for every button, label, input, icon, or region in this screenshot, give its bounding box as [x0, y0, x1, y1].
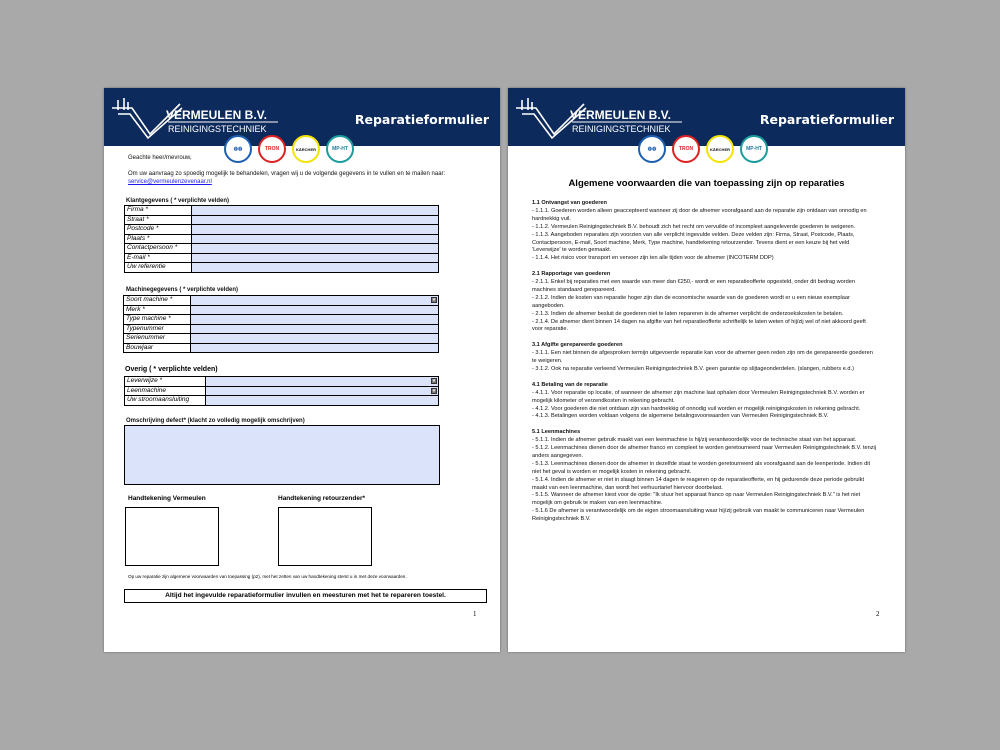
terms-item: - 5.1.5. Wanneer de afnemer kiest voor de optie: "Ik stuur het apparaat franco op naar Vermeulen Reinigingstechniek B.V." is het niet mogelijk om gebruik te maken van een leenmachine.: [532, 492, 861, 507]
field-label: Bouwjaar: [124, 343, 191, 353]
form-row: [125, 244, 439, 254]
form-row: [125, 263, 439, 273]
terms-item: - 5.1.1. Indien de afnemer gebruik maakt van een leenmachine is hij/zij verantwoordelijk voor de technische staat van het apparaat.: [532, 437, 857, 444]
dropdown-arrow-icon[interactable]: ▾: [432, 297, 436, 303]
vermeulen-logo: [514, 96, 694, 140]
terms-section: [532, 429, 877, 524]
form-row: [124, 334, 439, 344]
greeting: Geachte heer/mevrouw,: [128, 155, 192, 161]
field-input[interactable]: [191, 324, 439, 334]
form-row: [125, 215, 439, 225]
page-number: 1: [473, 610, 477, 618]
form-row: [124, 324, 439, 334]
brand-logo-icon: ◍◍: [638, 135, 666, 163]
dropdown-arrow-icon[interactable]: ▾: [432, 387, 436, 394]
field-label: Serienummer: [124, 334, 191, 344]
section-heading: 5.1 Leenmachines: [532, 429, 581, 436]
field-input[interactable]: [192, 225, 439, 235]
sign-retourzender-box[interactable]: [278, 507, 372, 566]
section-heading: 3.1 Afgifte gerepareerde goederen: [532, 342, 623, 349]
field-input[interactable]: [206, 386, 439, 396]
brand-logo-mpht: MP-HT: [326, 135, 354, 163]
field-input[interactable]: [192, 215, 439, 225]
field-input[interactable]: [192, 263, 439, 273]
field-input[interactable]: [192, 206, 439, 216]
terms-item: - 5.1.4. Indien de afnemer er niet in slaagt binnen 14 dagen te reageren op de reparatieofferte, en hij gedurende deze periode gebruikt maakt van een leenmachine, dan wordt het verhuurtarief hiervoor doorbelast.: [532, 476, 865, 491]
form-row: [124, 296, 439, 306]
vermeulen-logo: [110, 96, 290, 140]
form-row: [125, 396, 439, 406]
form-row: [124, 343, 439, 353]
brand-logo-tron: TRON: [258, 135, 286, 163]
brand-logos: [638, 135, 768, 163]
field-label: Plaats *: [125, 234, 192, 244]
field-label: Leenmachine: [125, 386, 206, 396]
field-label: Merk *: [124, 305, 191, 315]
defect-textarea[interactable]: [124, 425, 440, 485]
field-label: Uw stroomaansluiting: [125, 396, 206, 406]
brand-logo-karcher: KÄRCHER: [292, 135, 320, 163]
terms-item: - 2.1.1. Enkel bij reparaties met een waarde van meer dan €250,- wordt er een reparatieofferte opgesteld, onder dit bedrag worden machines standaard gerepareerd.: [532, 279, 855, 293]
section-heading: 4.1 Betaling van de reparatie: [532, 381, 608, 388]
field-label: Soort machine *: [124, 296, 191, 306]
sign-vermeulen-label: Handtekening Vermeulen: [128, 495, 206, 502]
terms-section: [532, 382, 877, 422]
intro-text: Om uw aanvraag zo spoedig mogelijk te behandelen, vragen wij u de volgende gegevens in te vullen en te mailen naar:: [128, 171, 446, 177]
form-row: [124, 315, 439, 325]
overig-heading: Overig ( * verplichte velden): [125, 366, 218, 373]
terms-item: - 2.1.3. Indien de afnemer besluit de goederen niet te laten repareren is de afnemer verplicht de onderzoekskosten te betalen.: [532, 310, 844, 317]
field-label: Straat *: [125, 215, 192, 225]
terms-item: - 2.1.4. De afnemer dient binnen 14 dagen na afgifte van het reparatieofferte schriftelijk te laten weten of hij/zij wel of niet akkoord geeft voor reparatie.: [532, 318, 866, 333]
brand-logo-tron: TRON: [672, 135, 700, 163]
svg-text:REINIGINGSTECHNIEK: REINIGINGSTECHNIEK: [572, 124, 671, 134]
terms-section: [532, 200, 877, 263]
form-row: [125, 206, 439, 216]
field-label: Postcode *: [125, 225, 192, 235]
brand-logo-mpht: MP-HT: [740, 135, 768, 163]
field-label: Leverwijze *: [125, 377, 206, 387]
terms-item: - 1.1.2. Vermeulen Reinigingstechniek B.V. behoudt zich het recht om vervuilde of incompleet aangeleverde goederen te weigeren.: [532, 223, 856, 230]
form-row: [125, 234, 439, 244]
field-input[interactable]: [191, 334, 439, 344]
klant-table: [124, 205, 439, 273]
field-input[interactable]: [206, 396, 439, 406]
terms-item: - 2.1.2. Indien de kosten van reparatie hoger zijn dan de economische waarde van de goederen wordt er u een nieuw exemplaar aangeboden.: [532, 294, 850, 309]
service-email-link[interactable]: service@vermeulenzevenaar.nl: [128, 179, 212, 185]
form-title: Reparatieformulier: [354, 112, 489, 127]
brand-logos: [224, 135, 354, 163]
dropdown-arrow-icon[interactable]: ▾: [432, 378, 436, 384]
field-input[interactable]: [191, 315, 439, 325]
brand-logo-icon: ◍◍: [224, 135, 252, 163]
form-row: [125, 253, 439, 263]
field-label: Type machine *: [124, 315, 191, 325]
terms-item: - 4.1.3. Betalingen worden voldaan volgens de algemene betalingsvoorwaarden van Vermeulen Reinigingstechniek B.V.: [532, 413, 829, 420]
page-number: 2: [876, 610, 880, 618]
field-label: Firma *: [125, 206, 192, 216]
form-row: [125, 225, 439, 235]
terms-section: [532, 342, 877, 374]
page-1: [104, 88, 500, 652]
field-input[interactable]: [191, 343, 439, 353]
svg-text:REINIGINGSTECHNIEK: REINIGINGSTECHNIEK: [168, 124, 267, 134]
form-row: [125, 386, 439, 396]
overig-table: [124, 376, 439, 406]
svg-text:VERMEULEN B.V.: VERMEULEN B.V.: [570, 108, 671, 122]
terms-title: Algemene voorwaarden die van toepassing zijn op reparaties: [568, 178, 845, 189]
terms-item: - 4.1.2. Voor goederen die niet ontdaan zijn van hardnekkig of onnodig vuil worden er mogelijk reinigingskosten in rekening gebracht.: [532, 405, 861, 412]
terms-item: - 5.1.2. Leenmachines dienen door de afnemer franco en compleet te worden geretourneerd naar Vermeulen Reinigingstechniek B.V. tenzij anders aangegeven.: [532, 445, 877, 459]
terms-item: - 1.1.3. Aangeboden reparaties zijn voorzien van alle verplicht ingevulde velden. Deze velden zijn: Firma, Straat, Postcode, Plaats, Contactpersoon, E-mail, Soort machine, Merk, Type machine, handtekening retourzender. Tevens dient er een keuze bij het veld 'Leverwijze' te worden gemaakt.: [532, 231, 855, 254]
field-input[interactable]: [192, 234, 439, 244]
field-input[interactable]: [191, 305, 439, 315]
field-input[interactable]: [192, 244, 439, 254]
page-2: [508, 88, 905, 652]
field-label: Uw referentie: [125, 263, 192, 273]
disclaimer: Op uw reparatie zijn algemene voorwaarden van toepassing (p2), met het zetten van uw handtekening stemt u in met deze voorwaarden.: [128, 574, 407, 579]
terms-section: [532, 271, 877, 334]
defect-heading: Omschrijving defect* (klacht zo volledig mogelijk omschrijven): [126, 418, 305, 424]
field-input[interactable]: [192, 253, 439, 263]
machine-heading: Machinegegevens ( * verplichte velden): [126, 287, 239, 293]
sign-vermeulen-box[interactable]: [125, 507, 219, 566]
sign-retourzender-label: Handtekening retourzender*: [278, 495, 366, 502]
terms-item: - 1.1.4. Het risico voor transport en vervoer zijn ten alle tijden voor de afnemer (INCOTERM DDP): [532, 255, 774, 262]
terms-item: - 1.1.1. Goederen worden alleen geaccepteerd wanneer zij door de afnemer voorafgaand aan de reparatie zijn ontdaan van onnodig en hardnekkig vuil.: [532, 207, 867, 222]
terms-body: [532, 200, 877, 532]
klant-heading: Klantgegevens ( * verplichte velden): [126, 198, 230, 204]
field-input[interactable]: [206, 377, 439, 387]
footer-note: Altijd het ingevulde reparatieformulier invullen en meesturen met het te repareren toestel.: [124, 589, 487, 603]
terms-item: - 4.1.1. Voor reparatie op locatie, of wanneer de afnemer zijn machine laat ophalen door Vermeulen Reinigingstechniek B.V. worden er mogelijk kilometer of verzendkosten in rekening gebracht.: [532, 389, 865, 404]
field-label: Contactpersoon *: [125, 244, 192, 254]
field-input[interactable]: [191, 296, 439, 306]
terms-item: - 3.1.2. Ook na reparatie verleend Vermeulen Reinigingstechniek B.V. geen garantie op slijtageonderdelen. (slangen, rubbers e.d.): [532, 366, 854, 372]
svg-text:VERMEULEN B.V.: VERMEULEN B.V.: [166, 108, 267, 122]
form-row: [125, 377, 439, 387]
terms-item: - 5.1.6 De afnemer is verantwoordelijk om de eigen stroomaansluiting waar hij/zij gebruik van maakt te communiceren naar Vermeulen Reinigingstechniek B.V.: [532, 508, 865, 523]
terms-item: - 3.1.1. Een niet binnen de afgesproken termijn uitgevoerde reparatie kan voor de afnemer geen reden zijn om de gerepareerde goederen te weigeren.: [532, 350, 873, 365]
section-heading: 2.1 Rapportage van goederen: [532, 271, 611, 278]
field-label: E-mail *: [125, 253, 192, 263]
terms-item: - 5.1.3. Leenmachines dienen door de afnemer in dezelfde staat te worden geretourneerd als voorafgaand aan de leenperiode. Indien dit niet het geval is worden er mogelijk kosten in rekening gebracht.: [532, 460, 871, 475]
form-row: [124, 305, 439, 315]
form-title: Reparatieformulier: [759, 112, 894, 127]
section-heading: 1.1 Ontvangst van goederen: [532, 200, 607, 206]
field-label: Typenummer: [124, 324, 191, 334]
machine-table: [123, 295, 439, 353]
brand-logo-karcher: KÄRCHER: [706, 135, 734, 163]
